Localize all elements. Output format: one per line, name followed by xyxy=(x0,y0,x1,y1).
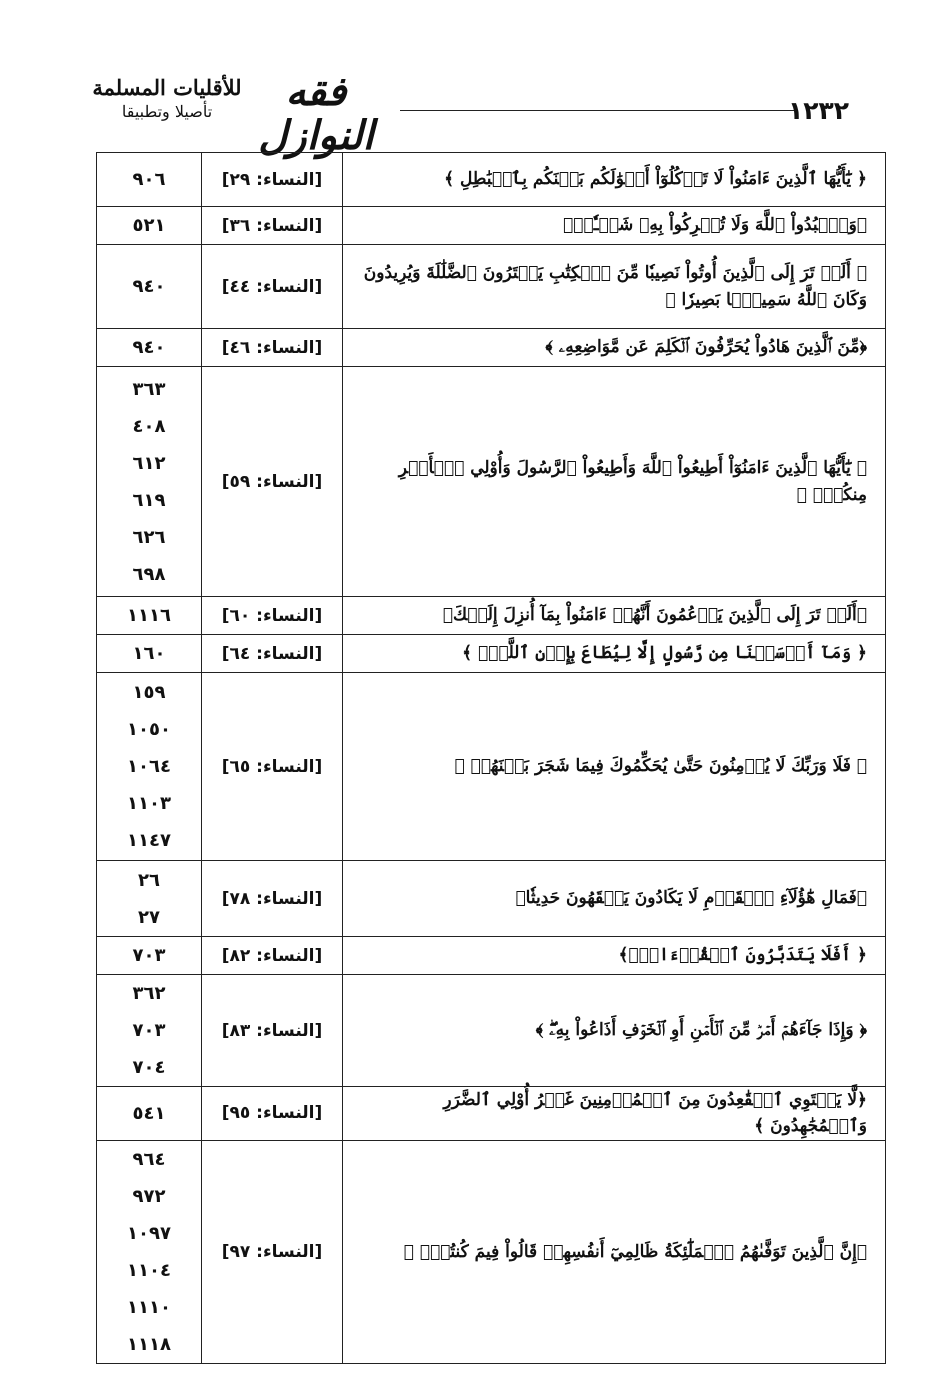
page-number-entry: ٢٧ xyxy=(138,906,160,928)
header-rule xyxy=(400,110,794,111)
page-number-entry: ٩٤٠ xyxy=(132,337,166,358)
page-number-entry: ١١٤٧ xyxy=(127,830,171,851)
surah-reference: [النساء: ٢٩] xyxy=(202,153,343,207)
page-number-entry: ٩٦٤ xyxy=(132,1148,166,1170)
book-subtitle-block xyxy=(92,76,242,121)
page-numbers-cell xyxy=(97,975,202,1087)
verse-text: ﴿ وَإِذَا جَآءَهُمۡ أَمۡرٞ مِّنَ ٱلۡأَمۡنِ أَوِ ٱلۡخَوۡفِ أَذَاعُواْ بِهِۦۖ ﴾ xyxy=(343,975,886,1087)
surah-reference: [النساء: ٣٦] xyxy=(202,207,343,245)
page-numbers-cell xyxy=(97,245,202,329)
surah-reference: [النساء: ٨٢] xyxy=(202,937,343,975)
page-number-entry: ٤٠٨ xyxy=(132,415,166,437)
book-tagline: تأصيلا وتطبيقا xyxy=(121,102,213,122)
page-number-entry: ٥٤١ xyxy=(132,1102,166,1124)
page-number-entry: ٦١٢ xyxy=(132,452,166,474)
table-row xyxy=(97,245,886,329)
page-numbers-cell xyxy=(97,861,202,937)
page-number-entry: ٩٤٠ xyxy=(132,276,166,297)
page-number-entry: ٦١٩ xyxy=(132,489,166,511)
table-row xyxy=(97,635,886,673)
page-number-entry: ٩٧٢ xyxy=(132,1185,166,1207)
verse-text: ﴿مِّنَ ٱلَّذِينَ هَادُواْ يُحَرِّفُونَ ٱلۡكَلِمَ عَن مَّوَاضِعِهِۦ ﴾ xyxy=(343,329,886,367)
verse-text: ﴿إِنَّ ٱلَّذِينَ تَوَفَّىٰهُمُ ٱلۡمَلَٰٓئِكَةُ ظَالِمِيٓ أَنفُسِهِمۡ قَالُواْ فِيمَ كُنتُمۡۖ ﴾ xyxy=(343,1140,886,1363)
table-row xyxy=(97,367,886,597)
page-numbers-cell xyxy=(97,597,202,635)
table-row xyxy=(97,153,886,207)
verse-text: ﴿فَمَالِ هَٰٓؤُلَآءِ ٱلۡقَوۡمِ لَا يَكَادُونَ يَفۡقَهُونَ حَدِيثٗا﴾ xyxy=(343,861,886,937)
verse-index-table xyxy=(96,152,886,1364)
page-numbers-cell xyxy=(97,207,202,245)
table-row xyxy=(97,861,886,937)
page-number-entry: ٢٦ xyxy=(138,869,160,891)
table-row xyxy=(97,597,886,635)
book-title: فقه النوازل xyxy=(258,68,374,159)
page-number-entry: ١٠٦٤ xyxy=(127,756,171,777)
page-number-entry: ٧٠٣ xyxy=(132,945,166,966)
surah-reference: [النساء: ٩٧] xyxy=(202,1140,343,1363)
page-number-entry: ٦٩٨ xyxy=(132,563,166,585)
table-row xyxy=(97,1087,886,1141)
page-number-entry: ١١١٠ xyxy=(127,1296,171,1318)
book-subtitle: للأقليات المسلمة xyxy=(92,75,242,100)
verse-text: ﴿ أَفَلَا يَتَدَبَّرُونَ ٱلۡقُرۡءَانَۚ﴾ xyxy=(343,937,886,975)
verse-text: ﴿أَلَمۡ تَرَ إِلَى ٱلَّذِينَ يَزۡعُمُونَ أَنَّهُمۡ ءَامَنُواْ بِمَآ أُنزِلَ إِلَيۡكَ﴾ xyxy=(343,597,886,635)
page-number-entry: ١١٠٤ xyxy=(127,1259,171,1281)
surah-reference: [النساء: ٨٣] xyxy=(202,975,343,1087)
surah-reference: [النساء: ٥٩] xyxy=(202,367,343,597)
page-numbers-cell xyxy=(97,673,202,861)
page-number-entry: ٦٢٦ xyxy=(132,526,166,548)
surah-reference: [النساء: ٦٤] xyxy=(202,635,343,673)
page-numbers-cell xyxy=(97,329,202,367)
verse-text: ﴿ أَلَمۡ تَرَ إِلَى ٱلَّذِينَ أُوتُواْ نَصِيبٗا مِّنَ ٱلۡكِتَٰبِ يَشۡتَرُونَ ٱلضَّلَٰلَةَ وَيُرِيدُونَ وَكَانَ ٱللَّهُ سَمِيعَۢا بَصِيرٗا ﴾ xyxy=(343,245,886,329)
table-row xyxy=(97,937,886,975)
page-number-entry: ١١١٦ xyxy=(127,605,171,626)
page-numbers-cell xyxy=(97,1140,202,1363)
surah-reference: [النساء: ٩٥] xyxy=(202,1087,343,1141)
page-number-entry: ١٠٩٧ xyxy=(127,1222,171,1244)
verse-text: ﴿ يَٰٓأَيُّهَا ٱلَّذِينَ ءَامَنُواْ لَا تَأۡكُلُوٓاْ أَمۡوَٰلَكُم بَيۡنَكُم بِٱلۡبَٰطِلِ ﴾ xyxy=(343,153,886,207)
surah-reference: [النساء: ٦٥] xyxy=(202,673,343,861)
page-number-entry: ١١١٨ xyxy=(127,1333,171,1355)
surah-reference: [النساء: ٦٠] xyxy=(202,597,343,635)
page-number-entry: ٧٠٤ xyxy=(132,1057,166,1078)
verse-text: ﴿وَٱعۡبُدُواْ ٱللَّهَ وَلَا تُشۡرِكُواْ بِهِۦ شَيۡـٔٗاۖ﴾ xyxy=(343,207,886,245)
table-row xyxy=(97,1140,886,1363)
page-number-entry: ١٠٥٠ xyxy=(127,719,171,740)
page-numbers-cell xyxy=(97,1087,202,1141)
page-number-entry: ١٦٠ xyxy=(132,643,166,664)
page-number: ١٢٣٢ xyxy=(787,96,849,125)
verse-text: ﴿ يَٰٓأَيُّهَا ٱلَّذِينَ ءَامَنُوٓاْ أَطِيعُواْ ٱللَّهَ وَأَطِيعُواْ ٱلرَّسُولَ وَأُوْلِي ٱلۡأَمۡرِ مِنكُمۡۖ ﴾ xyxy=(343,367,886,597)
table-row xyxy=(97,207,886,245)
table-row xyxy=(97,673,886,861)
verse-text: ﴿لَّا يَسۡتَوِي ٱلۡقَٰعِدُونَ مِنَ ٱلۡمُؤۡمِنِينَ غَيۡرُ أُوْلِي ٱلضَّرَرِ وَٱلۡمُجَٰهِدُونَ ﴾ xyxy=(343,1087,886,1141)
verse-index-body xyxy=(97,153,886,1364)
page-number-entry: ٥٢١ xyxy=(132,215,166,236)
surah-reference: [النساء: ٤٤] xyxy=(202,245,343,329)
page-number-entry: ١٥٩ xyxy=(132,682,166,703)
verse-text: ﴿ فَلَا وَرَبِّكَ لَا يُؤۡمِنُونَ حَتَّىٰ يُحَكِّمُوكَ فِيمَا شَجَرَ بَيۡنَهُمۡ ﴾ xyxy=(343,673,886,861)
table-row xyxy=(97,975,886,1087)
surah-reference: [النساء: ٧٨] xyxy=(202,861,343,937)
page-number-entry: ٩٠٦ xyxy=(132,169,166,190)
page-header xyxy=(0,0,941,159)
page-numbers-cell xyxy=(97,153,202,207)
page-number-entry: ٣٦٢ xyxy=(132,983,166,1004)
page-number-entry: ٧٠٣ xyxy=(132,1020,166,1041)
page-number-entry: ١١٠٣ xyxy=(127,793,171,814)
table-row xyxy=(97,329,886,367)
page-numbers-cell xyxy=(97,635,202,673)
page-number-entry: ٣٦٣ xyxy=(132,378,166,400)
surah-reference: [النساء: ٤٦] xyxy=(202,329,343,367)
page-numbers-cell xyxy=(97,937,202,975)
page-numbers-cell xyxy=(97,367,202,597)
verse-text: ﴿ وَمَآ أَرۡسَلۡنَا مِن رَّسُولٍ إِلَّا لِيُطَاعَ بِإِذۡنِ ٱللَّهِۚ ﴾ xyxy=(343,635,886,673)
